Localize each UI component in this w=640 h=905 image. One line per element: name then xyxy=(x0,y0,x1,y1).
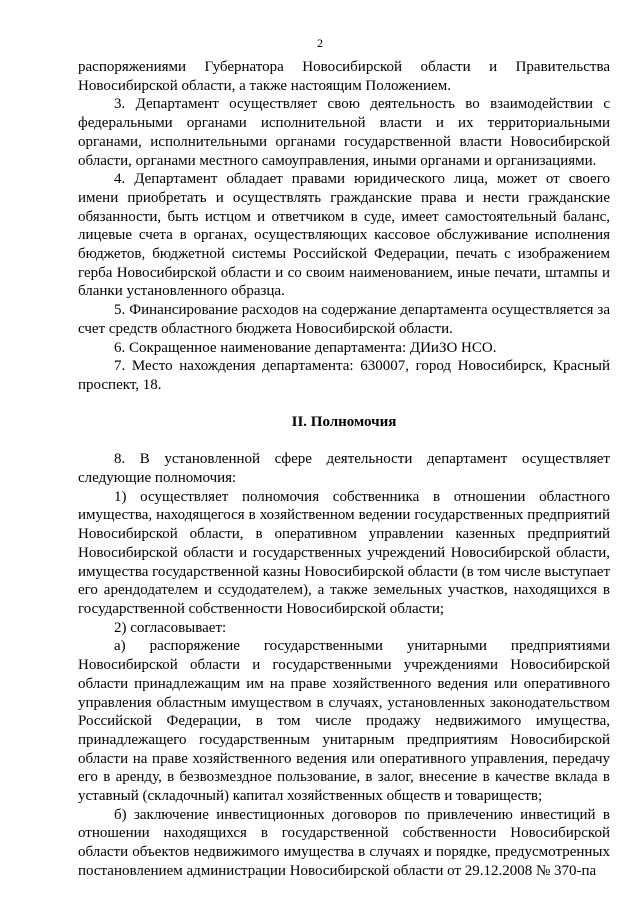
subitem-2: 2) согласовывает: xyxy=(114,619,227,636)
paragraph-item-3: 3. Департамент осуществляет свою деятельность во взаимодействии с федеральными органами исполнительной власти и их территориальными органами, исполнительными органами государственной власти Новосибирской области, органами местного самоуправления, иными органами и организациями. xyxy=(78,96,610,169)
section-heading: II. Полномочия xyxy=(291,413,397,430)
subitem-2b: б) заключение инвестиционных договоров по привлечению инвестиций в отношении находящихся в государственной собственности Новосибирской области объектов недвижимого имущества в случаях и порядке, предусмотренных постановлением администрации Новосибирской области от 29.12.2008 № 370-па xyxy=(78,806,610,879)
paragraph-item-7: 7. Место нахождения департамента: 630007, город Новосибирск, Красный проспект, 18. xyxy=(78,358,610,393)
paragraph-item-6: 6. Сокращенное наименование департамента: ДИиЗО НСО. xyxy=(114,339,497,356)
paragraph-item-5: 5. Финансирование расходов на содержание департамента осуществляется за счет средств областного бюджета Новосибирской области. xyxy=(78,302,610,337)
paragraph-item-4: 4. Департамент обладает правами юридического лица, может от своего имени приобретать и осуществлять гражданские права и нести гражданские обязанности, быть истцом и ответчиком в суде, имеет самостоятельный баланс, лицевые счета в органах, осуществляющих кассовое обслуживание исполнения бюджетов, бюджетной системы Российской Федерации, печать с изображением герба Новосибирской области и со своим наименованием, иные печати, штампы и бланки установленного образца. xyxy=(78,171,610,300)
subitem-2a: а) распоряжение государственными унитарными предприятиями Новосибирской области и государственными учреждениями Новосибирской области принадлежащим им на праве хозяйственного ведения или оперативного управления областным имуществом в случаях, установленных законодательством Российской Федерации, в том числе продажу недвижимого имущества, принадлежащего государственным унитарным предприятиям Новосибирской области на праве хозяйственного ведения или оперативного управления, передачу его в аренду, в безвозмездное пользование, в залог, внесение в качестве вклада в уставный (складочный) капитал хозяйственных обществ и товариществ; xyxy=(78,638,610,805)
paragraph-continuation: распоряжениями Губернатора Новосибирской области и Правительства Новосибирской области, а также настоящим Положением. xyxy=(78,59,610,94)
subitem-1: 1) осуществляет полномочия собственника в отношении областного имущества, находящегося в хозяйственном ведении государственных предприятий Новосибирской области, в оперативном управлении казенных предприятий Новосибирской области и государственных учреждений Новосибирской области, имущества государственной казны Новосибирской области (в том числе выступает его арендодателем и ссудодателем), а также земельных участков, находящихся в государственной собственности Новосибирской области; xyxy=(78,488,610,617)
paragraph-item-8: 8. В установленной сфере деятельности департамент осуществляет следующие полномочия: xyxy=(78,451,610,487)
page-number: 2 xyxy=(317,36,323,50)
document-body xyxy=(78,58,610,881)
